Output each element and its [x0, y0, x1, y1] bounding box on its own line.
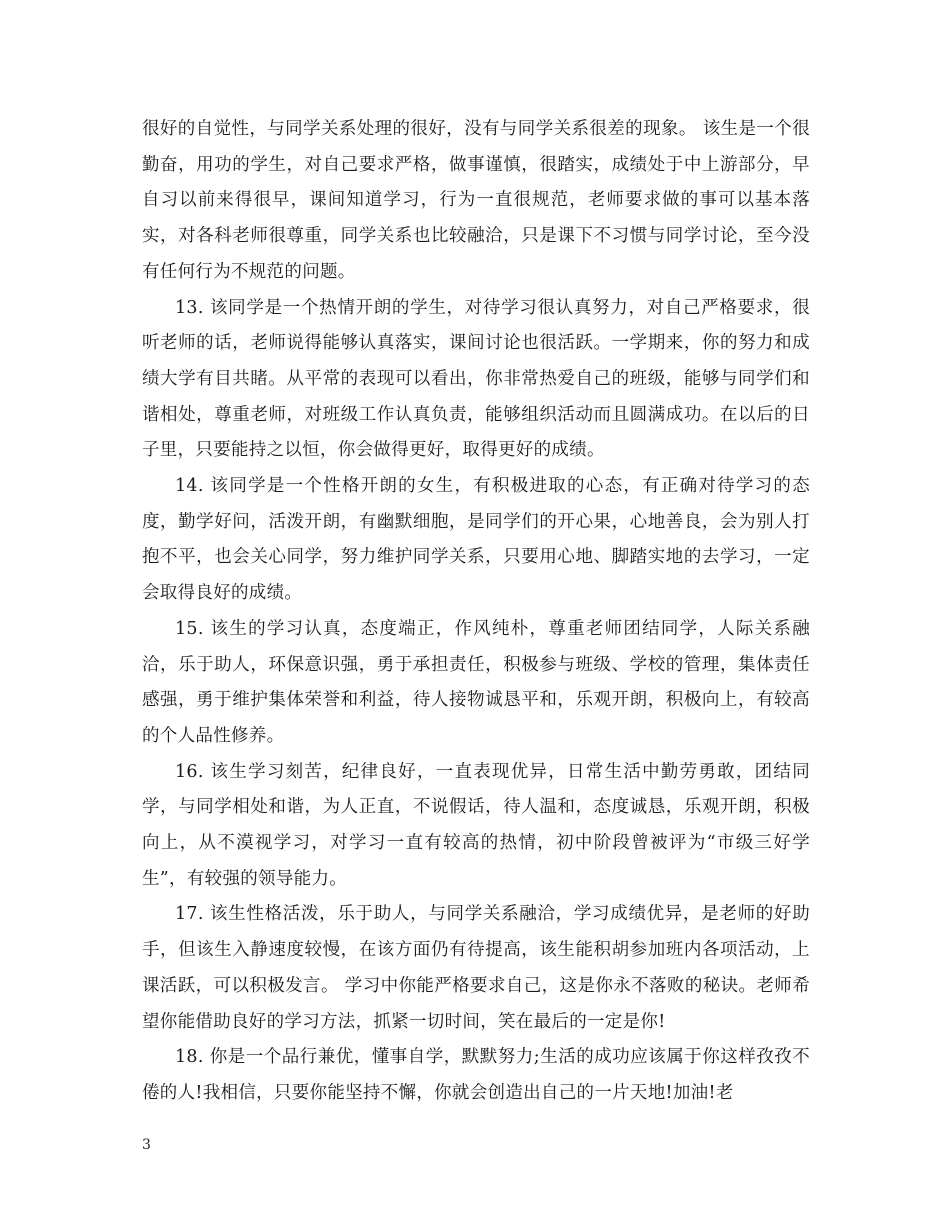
- paragraph-18: 18. 你是一个品行兼优，懂事自学，默默努力;生活的成功应该属于你这样孜孜不倦的人!我相信，只要你能坚持不懈，你就会创造出自己的一片天地!加油!老: [142, 1047, 810, 1103]
- paragraph-16: 16. 该生学习刻苦，纪律良好，一直表现优异，日常生活中勤劳勇敢，团结同学，与同学相处和谐，为人正直，不说假话，待人温和，态度诚恳，乐观开朗，积极向上，从不漠视学习，对学习一直有较高的热情，初中阶段曾被评为“市级三好学生”，有较强的领导能力。: [142, 761, 810, 889]
- page-number: 3: [142, 1137, 151, 1153]
- paragraph-17: 17. 该生性格活泼，乐于助人，与同学关系融洽，学习成绩优异，是老师的好助手，但该生入静速度较慢，在该方面仍有待提高，该生能积胡参加班内各项活动，上课活跃，可以积极发言。 学习中你能严格要求自己，这是你永不落败的秘诀。老师希望你能借助良好的学习方法，抓紧一切时间，笑在最后的一定是你!: [142, 904, 810, 1032]
- paragraph-12-continued: 很好的自觉性，与同学关系处理的很好，没有与同学关系很差的现象。 该生是一个很勤奋，用功的学生，对自己要求严格，做事谨慎，很踏实，成绩处于中上游部分，早自习以前来得很早，课间知道学习，行为一直很规范，老师要求做的事可以基本落实，对各科老师很尊重，同学关系也比较融洽，只是课下不习惯与同学讨论，至今没有任何行为不规范的问题。: [142, 119, 810, 282]
- paragraph-13: 13. 该同学是一个热情开朗的学生，对待学习很认真努力，对自己严格要求，很听老师的话，老师说得能够认真落实，课间讨论也很活跃。一学期来，你的努力和成绩大学有目共睹。从平常的表现可以看出，你非常热爱自己的班级，能够与同学们和谐相处，尊重老师，对班级工作认真负责，能够组织活动而且圆满成功。在以后的日子里，只要能持之以恒，你会做得更好，取得更好的成绩。: [142, 297, 810, 461]
- paragraph-14: 14. 该同学是一个性格开朗的女生，有积极进取的心态，有正确对待学习的态度，勤学好问，活泼开朗，有幽默细胞，是同学们的开心果，心地善良，会为别人打抱不平，也会关心同学，努力维护同学关系，只要用心地、脚踏实地的去学习，一定会取得良好的成绩。: [142, 476, 810, 604]
- paragraph-15: 15. 该生的学习认真，态度端正，作风纯朴，尊重老师团结同学，人际关系融洽，乐于助人，环保意识强，勇于承担责任，积极参与班级、学校的管理，集体责任感强，勇于维护集体荣誉和利益，待人接物诚恳平和，乐观开朗，积极向上，有较高的个人品性修养。: [142, 618, 810, 746]
- document-body: [142, 112, 810, 1112]
